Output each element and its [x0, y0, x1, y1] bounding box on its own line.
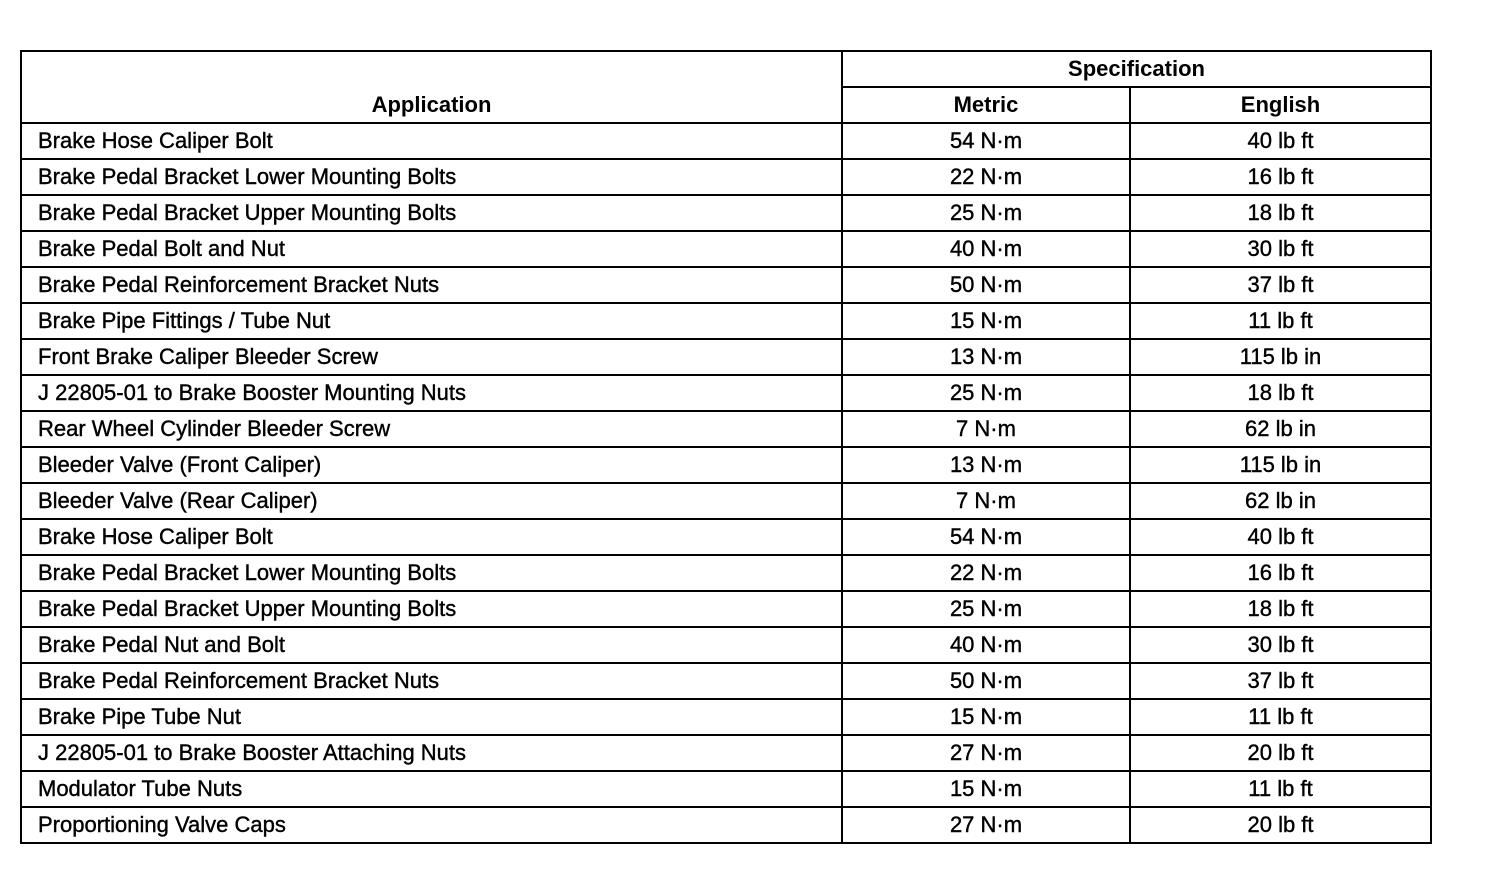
- english-value-cell: 11 lb ft: [1130, 699, 1431, 735]
- table-row: [21, 591, 1431, 627]
- application-cell: Brake Pedal Bracket Lower Mounting Bolts: [21, 555, 842, 591]
- table-row: [21, 159, 1431, 195]
- metric-value-cell: 50 N·m: [842, 663, 1130, 699]
- table-row: [21, 771, 1431, 807]
- table-row: [21, 519, 1431, 555]
- application-cell: Brake Pedal Bracket Upper Mounting Bolts: [21, 195, 842, 231]
- metric-value-cell: 25 N·m: [842, 195, 1130, 231]
- table-body: [21, 123, 1431, 843]
- application-cell: Brake Pipe Tube Nut: [21, 699, 842, 735]
- metric-value-cell: 22 N·m: [842, 555, 1130, 591]
- metric-value-cell: 25 N·m: [842, 375, 1130, 411]
- table-row: [21, 303, 1431, 339]
- metric-value-cell: 54 N·m: [842, 519, 1130, 555]
- application-cell: Brake Pedal Reinforcement Bracket Nuts: [21, 267, 842, 303]
- metric-value-cell: 13 N·m: [842, 339, 1130, 375]
- application-cell: Brake Pedal Bracket Upper Mounting Bolts: [21, 591, 842, 627]
- table-row: [21, 267, 1431, 303]
- metric-value-cell: 50 N·m: [842, 267, 1130, 303]
- english-value-cell: 30 lb ft: [1130, 231, 1431, 267]
- metric-value-cell: 27 N·m: [842, 735, 1130, 771]
- application-cell: J 22805-01 to Brake Booster Attaching Nuts: [21, 735, 842, 771]
- metric-column-header: Metric: [842, 87, 1130, 123]
- metric-value-cell: 15 N·m: [842, 699, 1130, 735]
- application-cell: Brake Hose Caliper Bolt: [21, 519, 842, 555]
- english-value-cell: 62 lb in: [1130, 483, 1431, 519]
- table-row: [21, 699, 1431, 735]
- table-header: [21, 51, 1431, 123]
- metric-value-cell: 15 N·m: [842, 303, 1130, 339]
- application-cell: Brake Pedal Bracket Lower Mounting Bolts: [21, 159, 842, 195]
- application-cell: Modulator Tube Nuts: [21, 771, 842, 807]
- metric-value-cell: 40 N·m: [842, 627, 1130, 663]
- application-cell: Brake Pedal Bolt and Nut: [21, 231, 842, 267]
- metric-value-cell: 7 N·m: [842, 411, 1130, 447]
- table-row: [21, 375, 1431, 411]
- english-column-header: English: [1130, 87, 1431, 123]
- english-value-cell: 18 lb ft: [1130, 591, 1431, 627]
- table-row: [21, 627, 1431, 663]
- english-value-cell: 18 lb ft: [1130, 195, 1431, 231]
- table-row: [21, 231, 1431, 267]
- table-row: [21, 411, 1431, 447]
- application-cell: Front Brake Caliper Bleeder Screw: [21, 339, 842, 375]
- metric-value-cell: 25 N·m: [842, 591, 1130, 627]
- english-value-cell: 115 lb in: [1130, 339, 1431, 375]
- table-row: [21, 555, 1431, 591]
- table-row: [21, 339, 1431, 375]
- english-value-cell: 62 lb in: [1130, 411, 1431, 447]
- application-cell: Bleeder Valve (Rear Caliper): [21, 483, 842, 519]
- english-value-cell: 18 lb ft: [1130, 375, 1431, 411]
- english-value-cell: 40 lb ft: [1130, 123, 1431, 159]
- application-cell: Brake Pipe Fittings / Tube Nut: [21, 303, 842, 339]
- metric-value-cell: 15 N·m: [842, 771, 1130, 807]
- application-cell: Proportioning Valve Caps: [21, 807, 842, 843]
- application-cell: Brake Pedal Nut and Bolt: [21, 627, 842, 663]
- english-value-cell: 30 lb ft: [1130, 627, 1431, 663]
- table-row: [21, 123, 1431, 159]
- metric-value-cell: 13 N·m: [842, 447, 1130, 483]
- english-value-cell: 40 lb ft: [1130, 519, 1431, 555]
- application-column-header: Application: [21, 51, 842, 123]
- english-value-cell: 11 lb ft: [1130, 771, 1431, 807]
- metric-value-cell: 22 N·m: [842, 159, 1130, 195]
- torque-specification-table: [20, 50, 1432, 844]
- specification-group-header: Specification: [842, 51, 1431, 87]
- application-cell: Bleeder Valve (Front Caliper): [21, 447, 842, 483]
- table-row: [21, 195, 1431, 231]
- table-row: [21, 735, 1431, 771]
- table-row: [21, 447, 1431, 483]
- table-row: [21, 807, 1431, 843]
- metric-value-cell: 54 N·m: [842, 123, 1130, 159]
- table-row: [21, 663, 1431, 699]
- application-cell: J 22805-01 to Brake Booster Mounting Nuts: [21, 375, 842, 411]
- english-value-cell: 37 lb ft: [1130, 267, 1431, 303]
- application-cell: Rear Wheel Cylinder Bleeder Screw: [21, 411, 842, 447]
- english-value-cell: 11 lb ft: [1130, 303, 1431, 339]
- application-cell: Brake Pedal Reinforcement Bracket Nuts: [21, 663, 842, 699]
- application-cell: Brake Hose Caliper Bolt: [21, 123, 842, 159]
- english-value-cell: 16 lb ft: [1130, 555, 1431, 591]
- metric-value-cell: 7 N·m: [842, 483, 1130, 519]
- english-value-cell: 16 lb ft: [1130, 159, 1431, 195]
- english-value-cell: 115 lb in: [1130, 447, 1431, 483]
- english-value-cell: 20 lb ft: [1130, 807, 1431, 843]
- english-value-cell: 20 lb ft: [1130, 735, 1431, 771]
- metric-value-cell: 27 N·m: [842, 807, 1130, 843]
- header-row-top: [21, 51, 1431, 87]
- english-value-cell: 37 lb ft: [1130, 663, 1431, 699]
- metric-value-cell: 40 N·m: [842, 231, 1130, 267]
- table-row: [21, 483, 1431, 519]
